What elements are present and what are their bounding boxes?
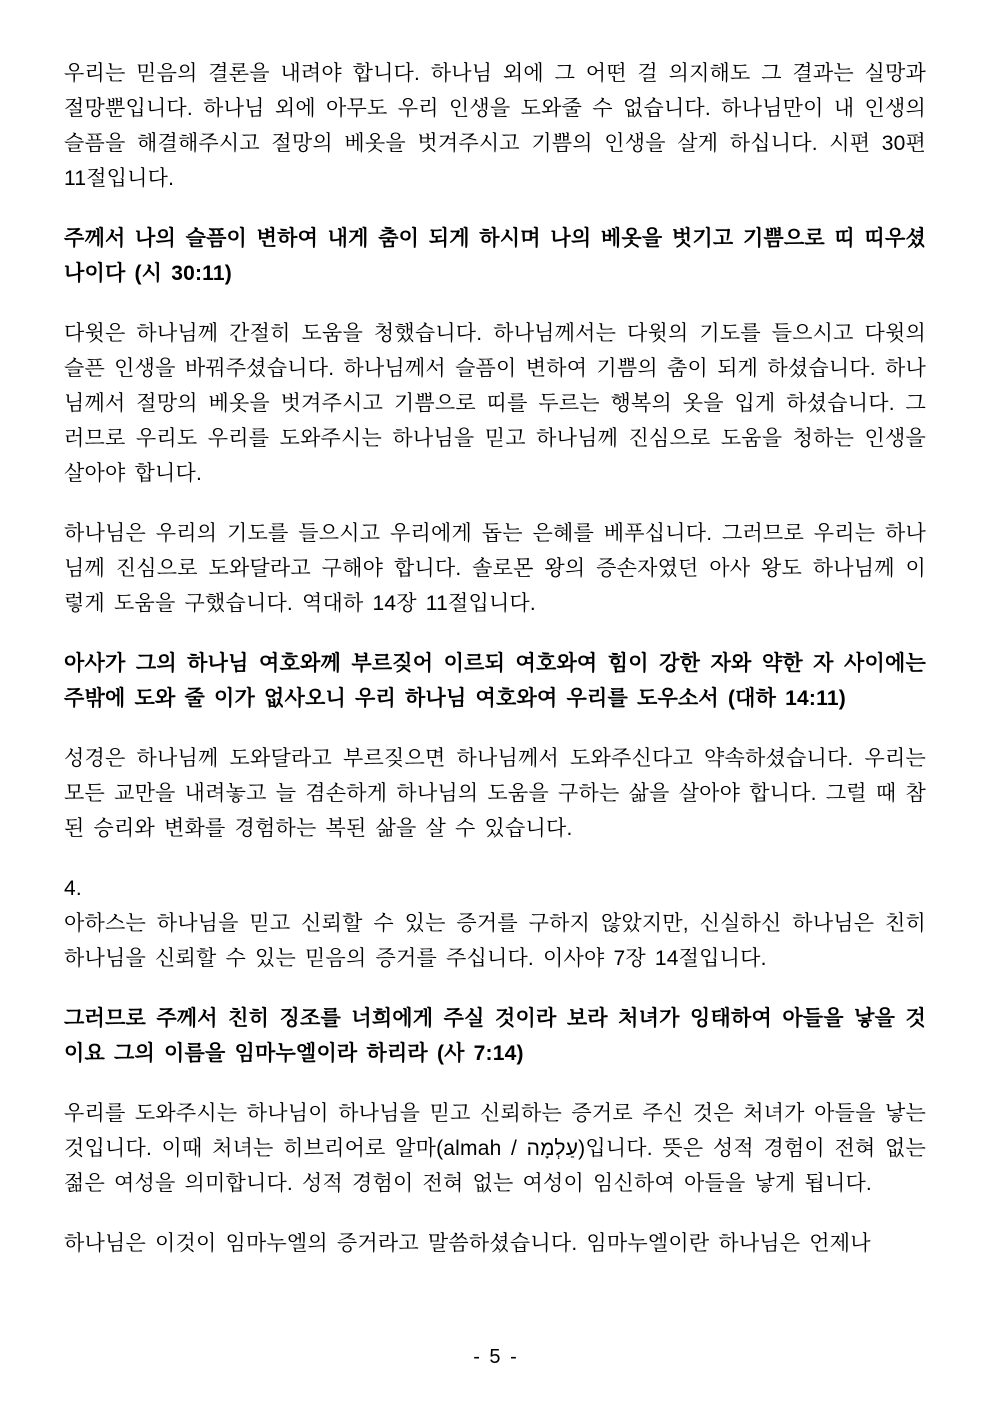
body-paragraph: 다윗은 하나님께 간절히 도움을 청했습니다. 하나님께서는 다윗의 기도를 들으시고 다윗의 슬픈 인생을 바꿔주셨습니다. 하나님께서 슬픔이 변하여 기쁨의 춤이 되게 하셨습니다. 하나님께서 절망의 베옷을 벗겨주시고 기쁨으로 띠를 두르는 행복의 옷을 입게 하셨습니다. 그러므로 우리도 우리를 도와주시는 하나님을 믿고 하나님께 진심으로 도움을 청하는 인생을 살아야 합니다. (64, 322, 926, 485)
body-paragraph: 아하스는 하나님을 믿고 신뢰할 수 있는 증거를 구하지 않았지만, 신실하신 하나님은 친히 하나님을 신뢰할 수 있는 믿음의 증거를 주십니다. 이사야 7장 14절입니다. (64, 912, 926, 970)
body-paragraph: 우리는 믿음의 결론을 내려야 합니다. 하나님 외에 그 어떤 걸 의지해도 그 결과는 실망과 절망뿐입니다. 하나님 외에 아무도 우리 인생을 도와줄 수 없습니다. 하나님만이 내 인생의 슬픔을 해결해주시고 절망의 베옷을 벗겨주시고 기쁨의 인생을 살게 하십니다. 시편 30편 11절입니다. (64, 62, 926, 190)
body-paragraph: 4. (64, 877, 82, 900)
page-number: - 5 - (473, 1346, 519, 1368)
scripture-quote-paragraph: 주께서 나의 슬픔이 변하여 내게 춤이 되게 하시며 나의 베옷을 벗기고 기쁨으로 띠 띠우셨나이다 (시 30:11) (64, 227, 926, 285)
body-paragraph: 하나님은 우리의 기도를 들으시고 우리에게 돕는 은혜를 베푸십니다. 그러므로 우리는 하나님께 진심으로 도와달라고 구해야 합니다. 솔로몬 왕의 증손자였던 아사 왕도 하나님께 이렇게 도움을 구했습니다. 역대하 14장 11절입니다. (64, 522, 926, 615)
document-body (64, 56, 926, 1261)
body-paragraph: 우리를 도와주시는 하나님이 하나님을 믿고 신뢰하는 증거로 주신 것은 처녀가 아들을 낳는 것입니다. 이때 처녀는 히브리어로 알마(almah / עַלְמָה)입니다. 뜻은 성적 경험이 전혀 없는 젊은 여성을 의미합니다. 성적 경험이 전혀 없는 여성이 임신하여 아들을 낳게 됩니다. (64, 1102, 926, 1195)
scripture-quote-paragraph: 아사가 그의 하나님 여호와께 부르짖어 이르되 여호와여 힘이 강한 자와 약한 자 사이에는 주밖에 도와 줄 이가 없사오니 우리 하나님 여호와여 우리를 도우소서 (대하 14:11) (64, 652, 926, 710)
scripture-quote-paragraph: 그러므로 주께서 친히 징조를 너희에게 주실 것이라 보라 처녀가 잉태하여 아들을 낳을 것이요 그의 이름을 임마누엘이라 하리라 (사 7:14) (64, 1007, 926, 1065)
body-paragraph: 성경은 하나님께 도와달라고 부르짖으면 하나님께서 도와주신다고 약속하셨습니다. 우리는 모든 교만을 내려놓고 늘 겸손하게 하나님의 도움을 구하는 삶을 살아야 합니다. 그럴 때 참된 승리와 변화를 경험하는 복된 삶을 살 수 있습니다. (64, 747, 926, 840)
body-paragraph: 하나님은 이것이 임마누엘의 증거라고 말씀하셨습니다. 임마누엘이란 하나님은 언제나 (64, 1232, 871, 1255)
